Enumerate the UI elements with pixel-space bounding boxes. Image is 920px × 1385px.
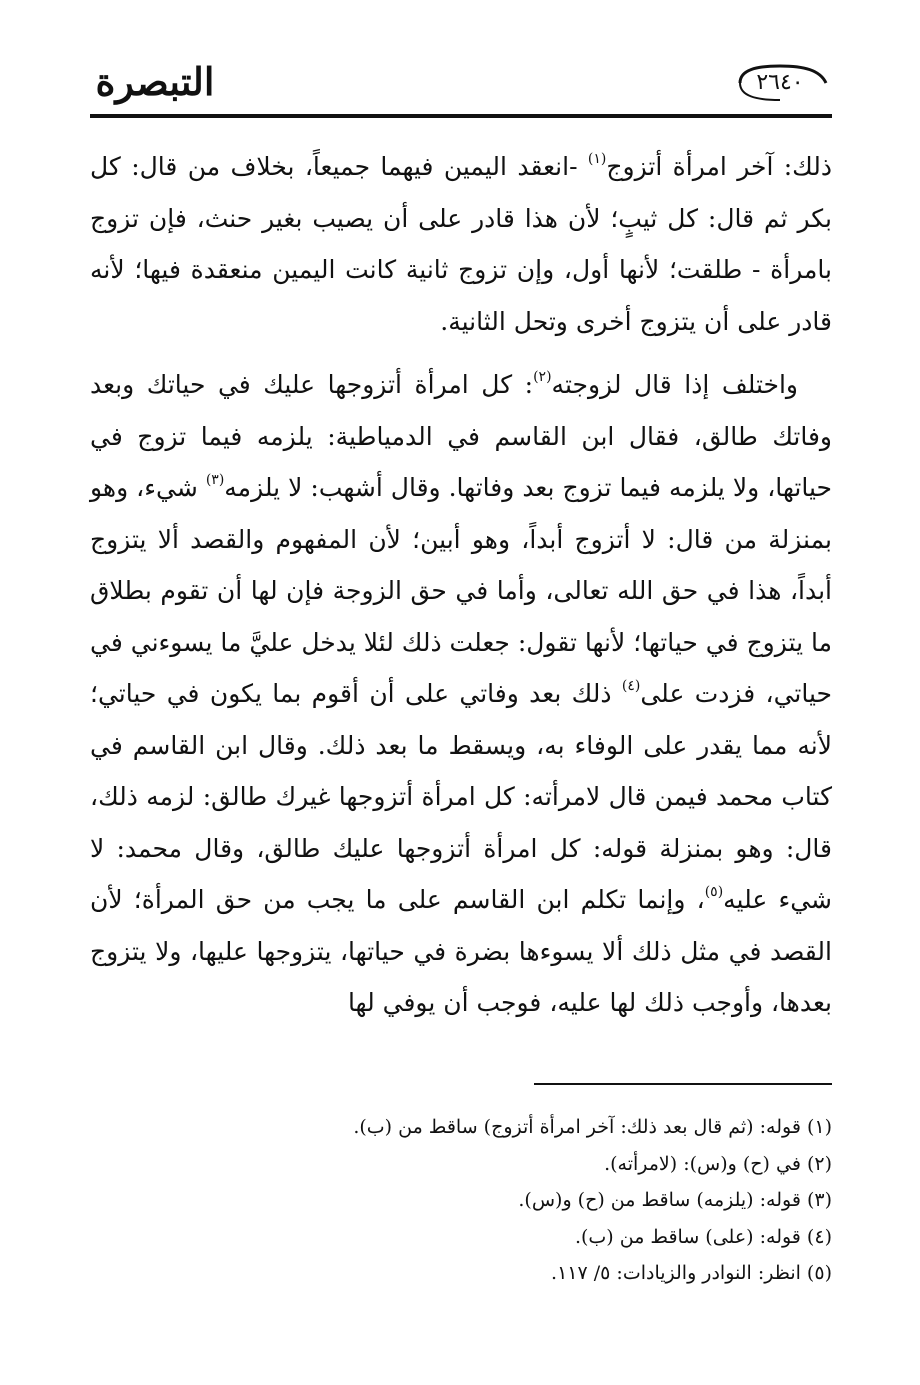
footnote-5: (٥) انظر: النوادر والزيادات: ٥/ ١١٧. [551,1262,832,1284]
page-number-frame [730,62,830,104]
text-run: ، وإنما تكلم ابن القاسم على ما يجب من حق المرأة؛ لأن القصد في مثل ذلك ألا يسوءها بضرة في حياتها، يتزوجها عليها، ولا يتزوج بعدها، وأوجب ذلك لها عليه، فوجب أن يوفي لها [90,885,832,1017]
footnote-marker[interactable]: (٢) [533,369,552,385]
text-run: ذلك بعد وفاتي على أن أقوم بما يكون في حياتي؛ لأنه مما يقدر على الوفاء به، ويسقط ما بعد ذلك. وقال ابن القاسم في كتاب محمد فيمن قال لامرأته: كل امرأة أتزوجها غيرك طالق: لزمه ذلك، قال: وهو بمنزلة قوله: كل امرأة أتزوجها عليك طالق، وقال محمد: لا شيء عليه [90,679,832,914]
footnote-1: (١) قوله: (ثم قال بعد ذلك: آخر امرأة أتزوج) ساقط من (ب). [353,1116,832,1138]
text-run: -انعقد اليمين فيهما جميعاً، بخلاف من قال: كل بكر ثم قال: كل ثيبٍ؛ لأن هذا قادر على أن يصيب بغير حنث، فإن تزوج بامرأة - طلقت؛ لأنها أول، وإن تزوج ثانية كانت اليمين منعقدة فيها؛ لأنه قادر على أن يتزوج أخرى وتحل الثانية. [90,152,832,336]
header-rule [90,114,832,118]
text-run: ذلك: آخر امرأة أتزوج [606,152,833,181]
book-title: التبصرة [95,59,215,104]
footnote-4: (٤) قوله: (على) ساقط من (ب). [574,1225,832,1248]
paragraph-2 [90,359,832,1029]
text-run: واختلف إذا قال لزوجته [551,370,798,399]
text-run: شيء، وهو بمنزلة من قال: لا أتزوج أبداً، وهو أبين؛ لأن المفهوم والقصد ألا يتزوج أبداً، هذا في حق الله تعالى، وأما في حق الزوجة فإن لها أن تقوم بطلاق ما يتزوج في حياتها؛ لأنها تقول: جعلت ذلك لئلا يدخل عليَّ ما يسوءني في حياتي، فزدت على [90,473,832,708]
page-header [90,52,832,118]
page-number: ٢٦٤٠ [756,70,804,95]
footnote-3: (٣) قوله: (يلزمه) ساقط من (ح) و(س). [518,1189,832,1211]
footnotes [90,1109,832,1292]
text-run: : كل امرأة أتزوجها عليك في حياتك وبعد وفاتك طالق، فقال ابن القاسم في الدمياطية: يلزمه فيما تزوج في حياتها، ولا يلزمه فيما تزوج بعد وفاتها. وقال أشهب: لا يلزمه [90,370,832,502]
paragraph-1 [90,141,832,347]
footnote-marker[interactable]: (٤) [621,678,641,694]
main-text [90,141,832,1029]
footnote-marker[interactable]: (٥) [704,884,724,900]
footnote-marker[interactable]: (٣) [205,472,225,488]
footnote-separator [534,1083,832,1085]
footnote-2: (٢) في (ح) و(س): (لامرأته). [604,1152,832,1175]
footnote-marker[interactable]: (١) [587,151,607,167]
